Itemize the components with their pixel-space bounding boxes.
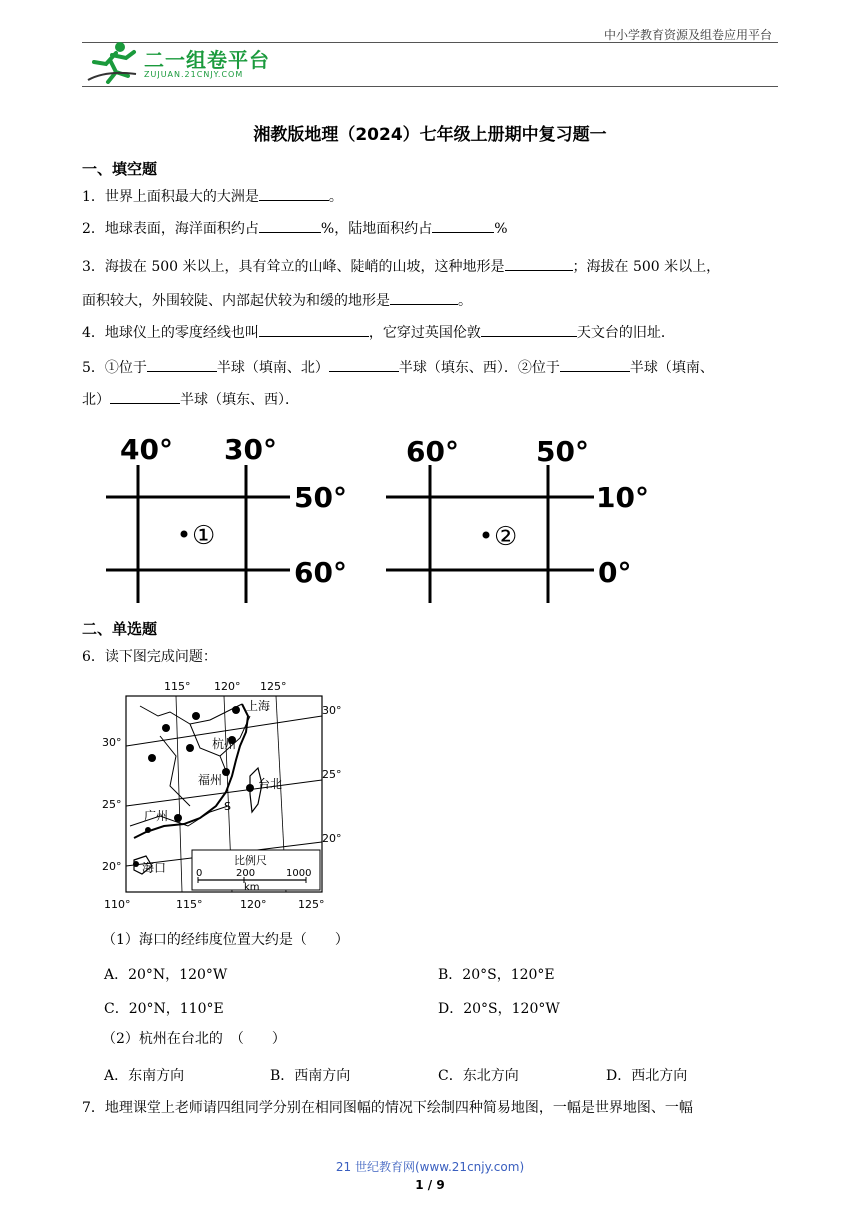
map-lat-right: 20°: [322, 832, 342, 845]
footer-site-link[interactable]: 21 世纪教育网(www.21cnjy.com): [335, 1160, 525, 1174]
city-marker: [246, 784, 254, 792]
grid2-point-label: ②: [494, 522, 518, 552]
map-lat-right: 25°: [322, 768, 342, 781]
grid2-label-right-top: 10°: [596, 481, 649, 514]
southeast-china-map: [100, 676, 350, 916]
city-label-shanghai: 上海: [246, 699, 271, 713]
platform-name: 中小学教育资源及组卷应用平台: [603, 28, 772, 42]
grid2-label-top-right: 50°: [536, 435, 589, 468]
city-marker: [174, 814, 182, 822]
q6-sub2-option-b[interactable]: B．西南方向: [270, 1068, 351, 1084]
city-marker: [232, 706, 240, 714]
header-divider-bottom: [82, 86, 778, 87]
q5-text-c: 半球（填东、西）．②位于: [398, 360, 560, 376]
q6-sub2-option-c[interactable]: C．东北方向: [438, 1068, 519, 1084]
q4-text: 4．地球仪上的零度经线也叫: [82, 325, 259, 341]
point-marker: [483, 532, 490, 539]
map-lat-right: 30°: [322, 704, 342, 717]
grid1-label-right-top: 50°: [294, 481, 347, 514]
city-marker: [192, 712, 200, 720]
q6-sub1-option-b[interactable]: B．20°S，120°E: [438, 967, 555, 983]
q2-text-end: %: [494, 221, 508, 237]
grid-figure-2: [386, 435, 649, 603]
grid1-label-top-right: 30°: [224, 433, 277, 466]
scale-tick: 200: [236, 868, 256, 879]
map-lon-top: 125°: [260, 680, 287, 693]
scale-tick: 1000: [286, 868, 312, 879]
site-logo: [86, 40, 276, 84]
q6-sub2-option-a[interactable]: A．东南方向: [104, 1068, 185, 1084]
map-lat-left: 25°: [102, 798, 122, 811]
q2-text-mid: %，陆地面积约占: [320, 221, 433, 237]
scale-unit: km: [244, 882, 260, 893]
q2-text: 2．地球表面，海洋面积约占: [82, 221, 259, 237]
logo-subtext: ZUJUAN.21CNJY.COM: [144, 70, 244, 79]
section-heading-fill-blank: 一、填空题: [82, 160, 158, 178]
point-marker: [181, 531, 188, 538]
page-number: 1 / 9: [415, 1178, 445, 1192]
q4-text-mid: ，它穿过英国伦敦: [368, 325, 481, 341]
city-marker: [162, 724, 170, 732]
city-marker: [186, 744, 194, 752]
question-4: [82, 320, 782, 345]
answer-blank[interactable]: [147, 355, 217, 372]
map-lat-left: 20°: [102, 860, 122, 873]
city-label-hangzhou: 杭州: [212, 737, 237, 751]
q5-text-b: 半球（填南、北）: [216, 360, 329, 376]
answer-blank[interactable]: [481, 320, 577, 337]
city-marker: [145, 827, 151, 833]
runner-logo-icon: [86, 40, 142, 84]
answer-blank[interactable]: [329, 355, 399, 372]
question-6-stem: 6．读下图完成问题：: [82, 649, 217, 665]
scale-tick: 0: [196, 868, 203, 879]
question-1: [82, 184, 782, 209]
map-lat-left: 30°: [102, 736, 122, 749]
q3-text-line2: 面积较大，外围较陡、内部起伏较为和缓的地形是: [82, 293, 390, 309]
city-marker: [148, 754, 156, 762]
q3-text-mid: ；海拔在 500 米以上，: [572, 259, 721, 275]
question-5: [82, 352, 782, 416]
q5-text: 5．①位于: [82, 360, 147, 376]
grid2-label-right-bottom: 0°: [598, 556, 632, 589]
map-lon-top: 120°: [214, 680, 241, 693]
question-2: [82, 216, 782, 241]
city-label-guangzhou: 广州: [144, 809, 169, 823]
question-3: [82, 250, 782, 318]
map-lon-bottom: 125°: [298, 898, 325, 911]
city-marker: [133, 861, 139, 867]
map-lon-bottom: 120°: [240, 898, 267, 911]
grid-figure-1: [106, 433, 347, 603]
grid1-label-right-bottom: 60°: [294, 556, 347, 589]
q1-text-end: 。: [328, 189, 343, 205]
q6-sub1: （1）海口的经纬度位置大约是（ ）: [102, 932, 349, 948]
point-s-label: S: [224, 800, 231, 813]
grid1-label-top-left: 40°: [120, 433, 173, 466]
map-lon-bottom: 110°: [104, 898, 131, 911]
q4-text-end: 天文台的旧址．: [576, 325, 675, 341]
q6-sub2-option-d[interactable]: D．西北方向: [606, 1068, 688, 1084]
lat-lon-grid-figures: [100, 425, 670, 610]
grid2-label-top-left: 60°: [406, 435, 459, 468]
city-marker: [222, 768, 230, 776]
q5-text-e: 北）: [82, 392, 110, 408]
q3-text-end: 。: [458, 293, 472, 309]
q5-text-d: 半球（填南、: [629, 360, 714, 376]
answer-blank[interactable]: [259, 216, 321, 233]
question-7: 7．地理课堂上老师请四组同学分别在相同图幅的情况下绘制四种简易地图，一幅是世界地图、一幅: [82, 1100, 693, 1116]
answer-blank[interactable]: [505, 254, 573, 271]
answer-blank[interactable]: [432, 216, 494, 233]
q5-text-f: 半球（填东、西）．: [180, 392, 299, 408]
map-lon-top: 115°: [164, 680, 191, 693]
answer-blank[interactable]: [110, 387, 180, 404]
city-label-haikou: 海口: [142, 861, 167, 875]
q6-sub1-option-d[interactable]: D．20°S，120°W: [438, 1001, 560, 1017]
scale-title: 比例尺: [234, 854, 267, 867]
section-heading-single-choice: 二、单选题: [82, 620, 158, 638]
city-label-taipei: 台北: [258, 777, 283, 791]
logo-text: 二一组卷平台: [144, 48, 270, 72]
document-title: 湘教版地理（2024）七年级上册期中复习题一: [253, 125, 607, 145]
q6-sub1-option-c[interactable]: C．20°N，110°E: [104, 1001, 224, 1017]
answer-blank[interactable]: [560, 355, 630, 372]
answer-blank[interactable]: [390, 288, 458, 305]
q3-text: 3．海拔在 500 米以上，具有耸立的山峰、陡峭的山坡，这种地形是: [82, 259, 505, 275]
city-label-fuzhou: 福州: [198, 773, 223, 787]
q6-sub1-option-a[interactable]: A．20°N，120°W: [104, 967, 228, 983]
answer-blank[interactable]: [259, 320, 369, 337]
q6-sub2: （2）杭州在台北的 （ ）: [102, 1031, 286, 1047]
q1-text: 1．世界上面积最大的大洲是: [82, 189, 259, 205]
grid1-point-label: ①: [192, 521, 216, 551]
answer-blank[interactable]: [259, 184, 329, 201]
map-lon-bottom: 115°: [176, 898, 203, 911]
